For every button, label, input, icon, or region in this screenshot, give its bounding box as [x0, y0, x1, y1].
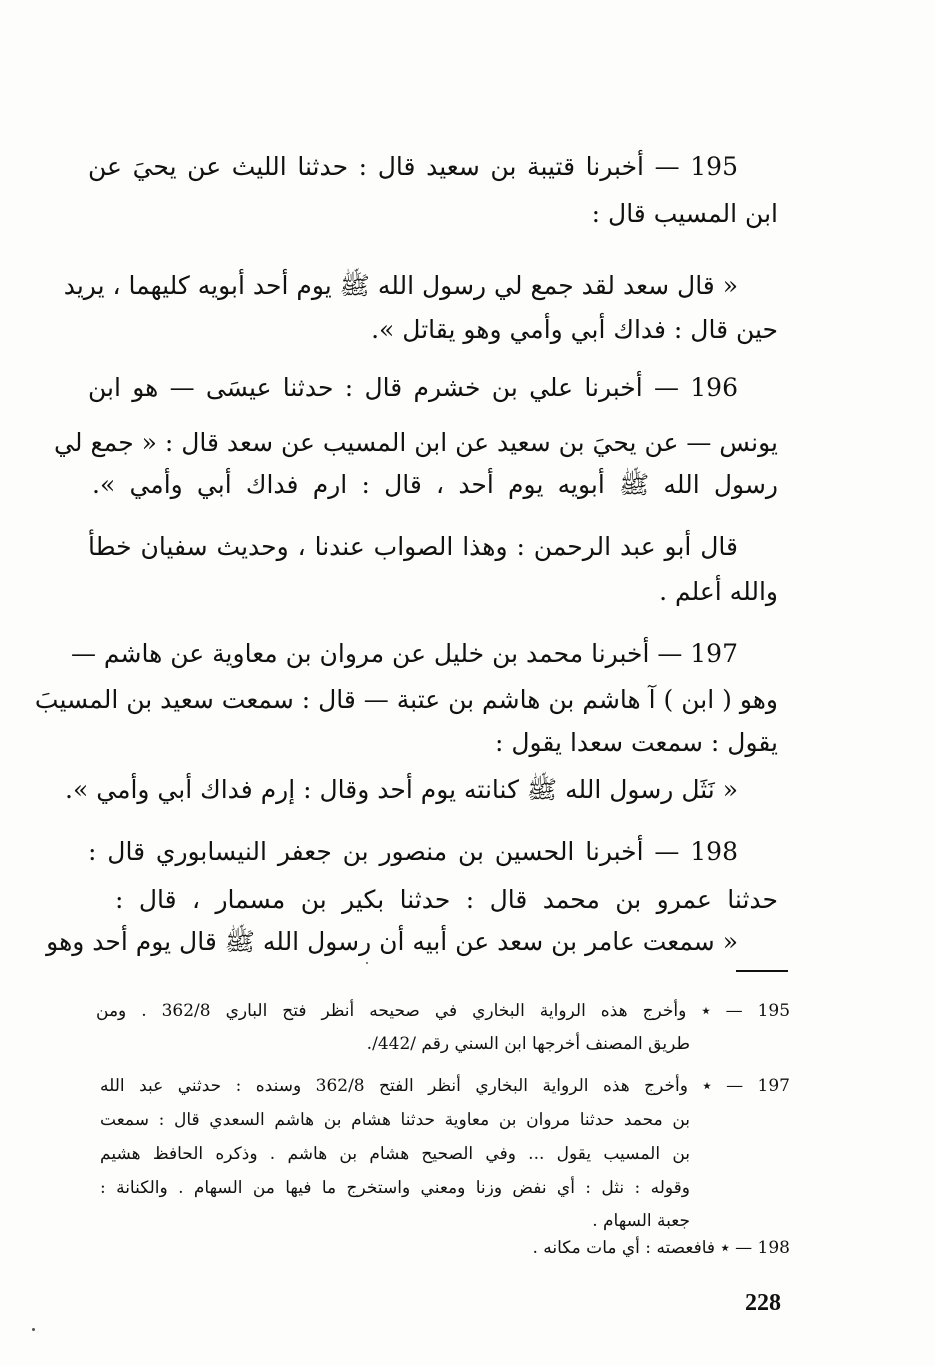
body-line-4: حين قال : فداك أبي وأمي وهو يقاتل ». [371, 315, 778, 344]
footnote-line-3: 197 — ٭ وأخرج هذه الرواية البخاري أنظر الفتح 362/8 وسنده : حدثني عبد الله [100, 1076, 790, 1096]
body-line-2: ابن المسيب قال : [591, 199, 778, 228]
footnote-line-2: طريق المصنف أخرجها ابن السني رقم /442/. [366, 1034, 690, 1054]
body-line-8: قال أبو عبد الرحمن : وهذا الصواب عندنا ، وحديث سفيان خطأ [88, 532, 738, 561]
page-number: 228 [745, 1290, 781, 1316]
body-line-13: « نَثَل رسول الله ﷺ كنانته يوم أحد وقال : إرم فداك أبي وأمي ». [65, 775, 738, 804]
body-line-16: « سمعت عامر بن سعد عن أبيه أن رسول الله ﷺ قال يوم أحد وهو [46, 927, 738, 956]
body-line-11: وهو ( ابن ) آ هاشم بن هاشم بن عتبة — قال : سمعت سعيد بن المسيبَ [34, 685, 778, 714]
body-line-10: 197 — أخبرنا محمد بن خليل عن مروان بن معاوية عن هاشم — [70, 639, 738, 668]
body-line-14: 198 — أخبرنا الحسين بن منصور بن جعفر النيسابوري قال : [88, 837, 738, 866]
body-line-7: رسول الله ﷺ أبويه يوم أحد ، قال : ارم فداك أبي وأمي ». [92, 470, 778, 499]
body-line-1: 195 — أخبرنا قتيبة بن سعيد قال : حدثنا الليث عن يحيَ عن [88, 152, 738, 181]
footnote-line-5: بن المسيب يقول ... وفي الصحيح هشام بن هاشم . وذكره الحافظ هشيم [100, 1144, 690, 1164]
body-line-15: حدثنا عمرو بن محمد قال : حدثنا بكير بن مسمار ، قال : [115, 885, 778, 914]
footnote-line-8: 198 — ٭ فافعصته : أي مات مكانه . [532, 1238, 790, 1258]
footnote-line-4: بن محمد حدثنا مروان بن معاوية حدثنا هشام بن هاشم السعدي قال : سمعت [100, 1110, 690, 1130]
body-line-9: والله أعلم . [659, 577, 778, 606]
body-line-6: يونس — عن يحيَ بن سعيد عن ابن المسيب عن سعد قال : « جمع لي [54, 428, 778, 457]
footnote-line-1: 195 — ٭ وأخرج هذه الرواية البخاري في صحيحه أنظر فتح الباري 362/8 . ومن [96, 1001, 791, 1021]
footnote-separator [736, 970, 788, 972]
scan-speck [32, 1328, 35, 1331]
body-line-5: 196 — أخبرنا علي بن خشرم قال : حدثنا عيسَى — هو ابن [88, 373, 738, 402]
scan-speck [366, 962, 368, 964]
footnote-line-7: جعبة السهام . [592, 1211, 690, 1231]
body-line-3: « قال سعد لقد جمع لي رسول الله ﷺ يوم أحد أبويه كليهما ، يريد [63, 271, 738, 300]
body-line-12: يقول : سمعت سعدا يقول : [494, 728, 778, 757]
footnote-line-6: وقوله : نثل : أي نفض وزنا ومعني واستخرج ما فيها من السهام . والكنانة : [100, 1178, 690, 1198]
